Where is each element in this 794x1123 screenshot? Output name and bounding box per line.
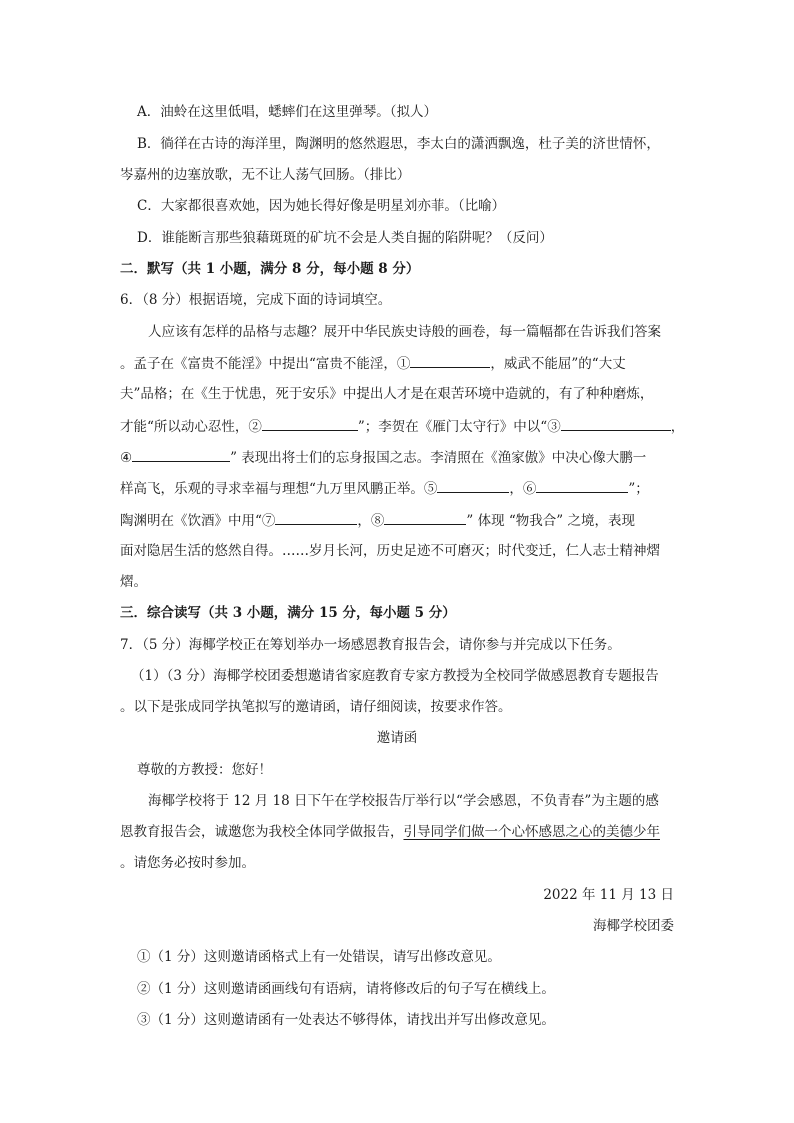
q7-stem: 7．（5 分）海椰学校正在筹划举办一场感恩教育报告会，请你参与并完成以下任务。: [120, 637, 621, 653]
letter-date: 2022 年 11 月 13 日: [543, 887, 674, 903]
q6-text: ”；李贺在《雁门太守行》中以“③: [357, 419, 561, 435]
q7-sub1-line2: 。以下是张成同学执笔拟写的邀请函，请仔细阅读，按要求作答。: [120, 699, 512, 715]
q6-text: 才能“所以动心忍性，②: [120, 419, 262, 435]
q6-passage-line6: [120, 478, 649, 499]
q6-passage-line8: 面对隐居生活的悠然自得。……岁月长河，历史足迹不可磨灭；时代变迁，仁人志士精神熠: [120, 543, 660, 559]
section2-heading: 二．默写（共 1 小题，满分 8 分，每小题 8 分）: [120, 261, 420, 277]
blank-6[interactable]: [536, 478, 628, 493]
q7-sub1-line1: （1）（3 分）海椰学校团委想邀请省家庭教育专家方教授为全校同学做感恩教育专题报告: [131, 668, 659, 684]
underlined-sentence: 引导同学们做一个心怀感恩之心的美德少年: [403, 824, 660, 840]
letter-body-line3: 。请您务必按时参加。: [120, 855, 255, 871]
letter-title: 邀请函: [376, 730, 418, 746]
q7-task-2: ②（1 分）这则邀请函画线句有语病，请将修改后的句子写在横线上。: [137, 981, 555, 997]
q6-text: 样高飞，乐观的寻求幸福与理想“九万里风鹏正举。⑤: [120, 481, 438, 497]
q6-text: ，⑥: [509, 481, 537, 497]
q5-option-c: C．大家都很喜欢她，因为她长得好像是明星刘亦菲。（比喻）: [137, 198, 506, 214]
letter-signer: 海椰学校团委: [593, 918, 674, 934]
blank-5[interactable]: [437, 478, 509, 493]
q6-text: 。孟子在《富贵不能淫》中提出“富贵不能淫，①: [120, 356, 411, 372]
blank-8[interactable]: [384, 510, 466, 525]
q6-passage-line7: [120, 510, 635, 531]
q6-text: ，⑧: [357, 513, 385, 529]
q6-text: ”；: [628, 481, 649, 497]
blank-3[interactable]: [561, 416, 671, 431]
q6-passage-line2: [120, 353, 626, 374]
q5-option-d: D．谁能断言那些狼藉斑斑的矿坑不会是人类自掘的陷阱呢？（反问）: [137, 230, 553, 246]
q7-task-3: ③（1 分）这则邀请函有一处表达不够得体，请找出并写出修改意见。: [137, 1012, 555, 1028]
q7-task-1: ①（1 分）这则邀请函格式上有一处错误，请写出修改意见。: [137, 949, 501, 965]
q5-option-b-line2: 岑嘉州的边塞放歌，无不让人荡气回肠。（排比）: [120, 167, 411, 183]
q6-passage-line1: 人应该有怎样的品格与志趣？展开中华民族史诗般的画卷，每一篇幅都在告诉我们答案: [148, 324, 661, 340]
letter-text: 恩教育报告会，诚邀您为我校全体同学做报告，: [120, 824, 404, 840]
q6-text: ④: [120, 450, 133, 466]
q6-text: 陶渊明在《饮酒》中用“⑦: [120, 513, 276, 529]
q6-text: ，: [670, 419, 685, 435]
q6-text: ” 表现出将士们的忘身报国之志。李清照在《渔家傲》中决心像大鹏一: [230, 450, 647, 466]
blank-4[interactable]: [132, 447, 230, 462]
blank-1[interactable]: [410, 353, 490, 368]
q6-passage-line5: [120, 447, 646, 468]
q6-passage-line9: 熠。: [120, 574, 147, 590]
q5-option-a: A．油蛉在这里低唱，蟋蟀们在这里弹琴。（拟人）: [137, 104, 437, 120]
letter-body-line2: [120, 822, 660, 842]
section3-heading: 三．综合读写（共 3 小题，满分 15 分，每小题 5 分）: [120, 605, 456, 621]
q6-text: ，威武不能屈”的“大丈: [490, 356, 626, 372]
q5-option-b-line1: B．徜徉在古诗的海洋里，陶渊明的悠然遐思，李太白的潇洒飘逸，杜子美的济世情怀，: [137, 136, 660, 152]
blank-2[interactable]: [262, 416, 358, 431]
q6-stem: 6．（8 分）根据语境，完成下面的诗词填空。: [120, 292, 392, 308]
q6-passage-line3: 夫”品格；在《生于忧患，死于安乐》中提出人才是在艰苦环境中造就的，有了种种磨炼，: [120, 386, 654, 402]
letter-greeting: 尊敬的方教授：您好！: [137, 762, 272, 778]
q6-text: ” 体现 “物我合” 之境，表现: [466, 513, 635, 529]
q6-passage-line4: [120, 416, 684, 437]
letter-body-line1: 海椰学校将于 12 月 18 日下午在学校报告厅举行以“学会感恩，不负青春”为主题的感: [148, 793, 659, 809]
blank-7[interactable]: [275, 510, 357, 525]
